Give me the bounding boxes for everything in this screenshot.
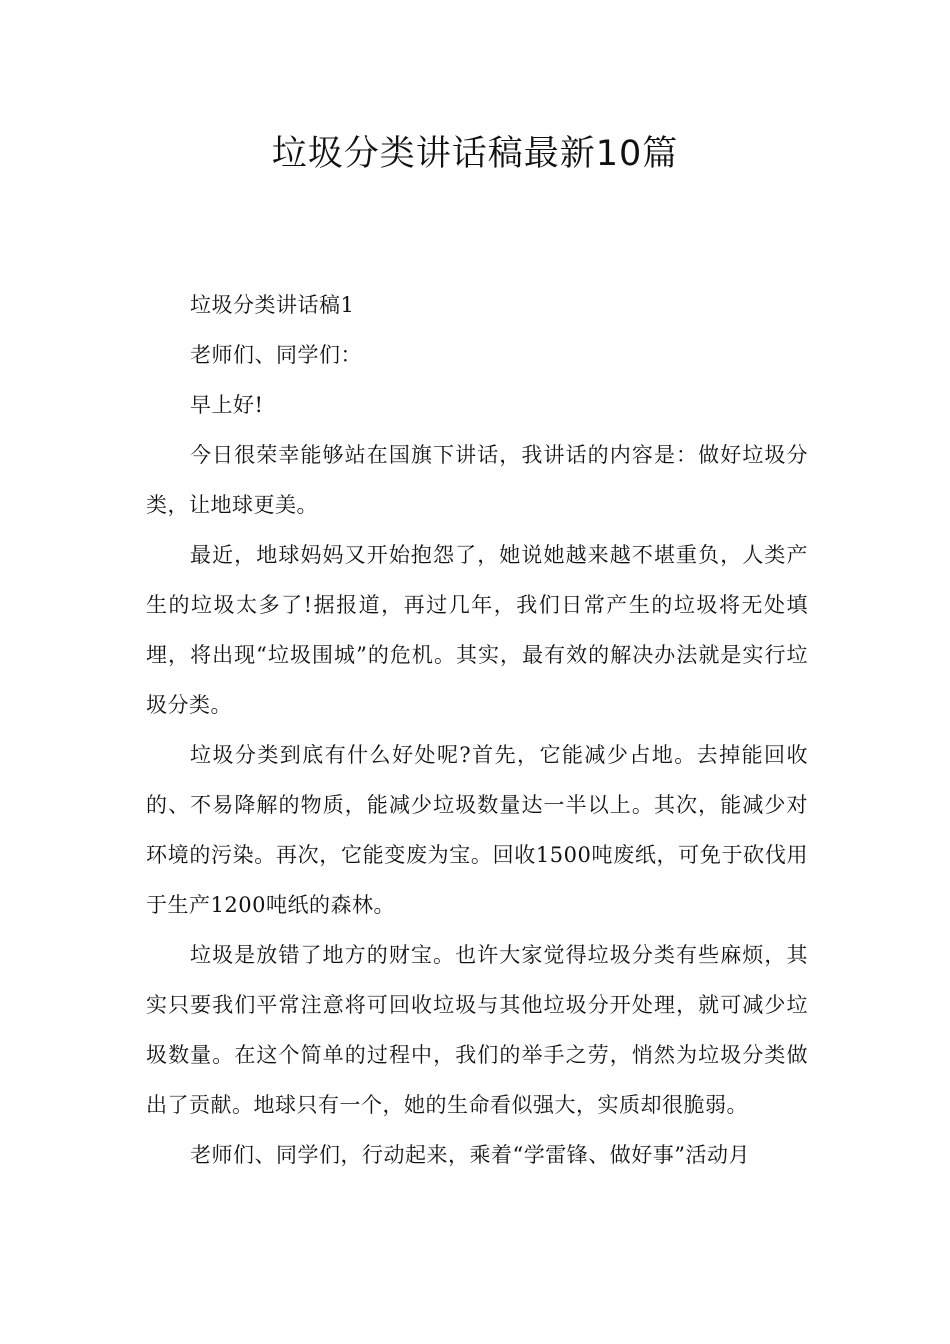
paragraph: 垃圾分类到底有什么好处呢?首先，它能减少占地。去掉能回收的、不易降解的物质，能减少垃圾数量达一半以上。其次，能减少对环境的污染。再次，它能变废为宝。回收1500吨废纸，可免于砍伐用于生产1200吨纸的森林。 — [146, 743, 808, 917]
paragraph: 垃圾是放错了地方的财宝。也许大家觉得垃圾分类有些麻烦，其实只要我们平常注意将可回收垃圾与其他垃圾分开处理，就可减少垃圾数量。在这个简单的过程中，我们的举手之劳，悄然为垃圾分类做出了贡献。地球只有一个，她的生命看似强大，实质却很脆弱。 — [146, 943, 808, 1117]
paragraph: 老师们、同学们，行动起来，乘着“学雷锋、做好事”活动月 — [190, 1143, 750, 1167]
section-heading: 垃圾分类讲话稿1 — [190, 293, 355, 317]
paragraph: 最近，地球妈妈又开始抱怨了，她说她越来越不堪重负，人类产生的垃圾太多了!据报道，再过几年，我们日常产生的垃圾将无处填埋，将出现“垃圾围城”的危机。其实，最有效的解决办法就是实行垃圾分类。 — [146, 543, 808, 717]
document-title: 垃圾分类讲话稿最新10篇 — [271, 134, 679, 174]
greeting: 早上好! — [190, 393, 264, 417]
paragraph: 今日很荣幸能够站在国旗下讲话，我讲话的内容是：做好垃圾分类，让地球更美。 — [146, 443, 808, 517]
document-body — [146, 280, 808, 1180]
salutation: 老师们、同学们： — [190, 343, 362, 367]
